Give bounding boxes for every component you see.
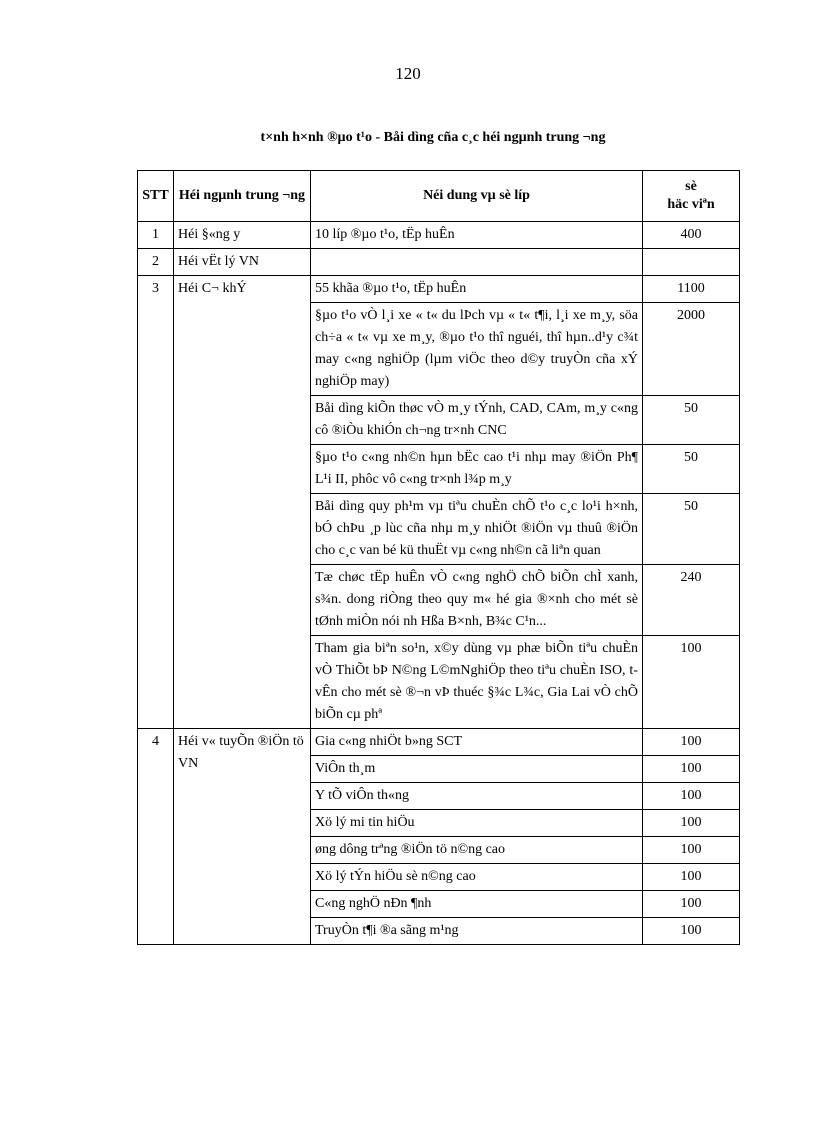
row-count: 100 [643, 864, 740, 891]
row-content: øng dông trªng ®iÖn tö n©ng cao [311, 837, 643, 864]
table-row [138, 276, 740, 303]
row-content [311, 249, 643, 276]
row-count: 100 [643, 636, 740, 729]
row-count: 240 [643, 565, 740, 636]
row-content: Båi dìng kiÕn thøc vÒ m¸y tÝnh, CAD, CAm, m¸y c«ng cô ®iÒu khiÓn ch¬ng tr×nh CNC [311, 396, 643, 445]
row-stt: 4 [138, 729, 174, 945]
row-count: 100 [643, 783, 740, 810]
row-count: 100 [643, 810, 740, 837]
row-count: 50 [643, 445, 740, 494]
row-stt: 3 [138, 276, 174, 729]
row-stt: 1 [138, 222, 174, 249]
row-content: TruyÒn t¶i ®a sãng m¹ng [311, 918, 643, 945]
row-content: Båi dìng quy ph¹m vµ tiªu chuÈn chÕ t¹o c¸c lo¹i h×nh, bÓ chÞu ¸p lùc cña nhµ m¸y nhiÖt ®iÖn vµ thuû ®iÖn cho c¸c van bé kü thuËt vµ c«ng nh©n cã liªn quan [311, 494, 643, 565]
table-row [138, 249, 740, 276]
row-association: Héi v« tuyÕn ®iÖn tö VN [174, 729, 311, 945]
row-count [643, 249, 740, 276]
row-content: Xö lý tÝn hiÖu sè n©ng cao [311, 864, 643, 891]
row-content: §µo t¹o c«ng nh©n hµn bËc cao t¹i nhµ may ®iÖn Ph¶ L¹i II, phôc vô c«ng tr×nh l¾p m¸y [311, 445, 643, 494]
header-students: sè häc viªn [643, 171, 740, 222]
row-association: Héi §«ng y [174, 222, 311, 249]
row-content: 10 líp ®µo t¹o, tËp huÊn [311, 222, 643, 249]
row-count: 50 [643, 396, 740, 445]
row-content: C«ng nghÖ nÐn ¶nh [311, 891, 643, 918]
row-content: 55 khãa ®µo t¹o, tËp huÊn [311, 276, 643, 303]
row-count: 100 [643, 837, 740, 864]
row-count: 100 [643, 756, 740, 783]
row-content: Xö lý mi tin hiÖu [311, 810, 643, 837]
row-stt: 2 [138, 249, 174, 276]
row-count: 1100 [643, 276, 740, 303]
page-number: 120 [395, 64, 421, 83]
row-content: Tham gia biªn so¹n, x©y dùng vµ phæ biÕn tiªu chuÈn vÒ ThiÕt bÞ N©ng L©mNghiÖp theo tiªu chuÈn ISO, t vÊn cho mét sè ®¬n vÞ thuéc §¾c L¾c, Gia Lai vÒ chÕ biÕn cµ phª [311, 636, 643, 729]
row-association: Héi C¬ khÝ [174, 276, 311, 729]
header-content: Néi dung vµ sè líp [311, 171, 643, 222]
table-row [138, 222, 740, 249]
row-content: ViÔn th¸m [311, 756, 643, 783]
row-content: §µo t¹o vÒ l¸i xe « t« du lÞch vµ « t« t¶i, l¸i xe m¸y, söa ch÷a « t« vµ xe m¸y, ®µo t¹o thî nguéi, thî hµn..d¹y c¾t may c«ng nghiÖp (lµm viÖc theo d©y truyÒn cña xÝ nghiÖp may) [311, 303, 643, 396]
row-association: Héi vËt lý VN [174, 249, 311, 276]
row-content: Y tÕ viÔn th«ng [311, 783, 643, 810]
training-table [137, 170, 740, 945]
row-content: Gia c«ng nhiÖt b»ng SCT [311, 729, 643, 756]
header-stt: STT [138, 171, 174, 222]
row-count: 50 [643, 494, 740, 565]
row-count: 2000 [643, 303, 740, 396]
document-title: t×nh h×nh ®µo t¹o - Båi dìng cña c¸c héi ngµnh trung ¬ng [260, 130, 606, 145]
row-count: 100 [643, 729, 740, 756]
row-count: 400 [643, 222, 740, 249]
table-row [138, 729, 740, 756]
row-count: 100 [643, 891, 740, 918]
row-count: 100 [643, 918, 740, 945]
header-association: Héi ngµnh trung ¬ng [174, 171, 311, 222]
row-content: Tæ chøc tËp huÊn vÒ c«ng nghÖ chÕ biÕn chÌ xanh, s¾n. dong riÒng theo quy m« hé gia ®×nh cho mét sè tØnh miÒn nói nh Hßa B×nh, B¾c C¹n... [311, 565, 643, 636]
